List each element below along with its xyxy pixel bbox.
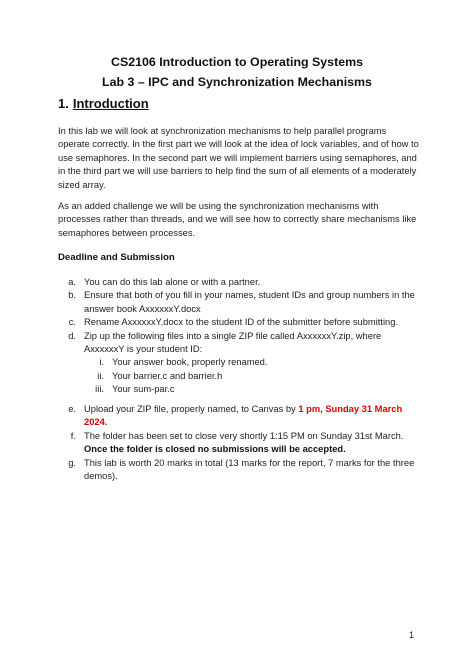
deadline-list-continued xyxy=(58,403,420,483)
list-item-text: Zip up the following files into a single ZIP file called AxxxxxxY.zip, where AxxxxxxY is your student ID: xyxy=(84,330,382,355)
list-item-text: Ensure that both of you fill in your names, student IDs and group numbers in the answer book AxxxxxxY.docx xyxy=(84,290,415,314)
list-marker: b. xyxy=(68,290,76,301)
list-item xyxy=(58,330,420,357)
no-submission-warning: Once the folder is closed no submissions will be accepted. xyxy=(84,444,346,455)
list-item-text: This lab is worth 20 marks in total (13 marks for the report, 7 marks for the three demos). xyxy=(84,457,415,482)
sub-list-item-text: Your barrier.c and barrier.h xyxy=(112,370,223,381)
list-marker: e. xyxy=(68,404,76,414)
list-item xyxy=(58,316,420,329)
course-title: CS2106 Introduction to Operating Systems xyxy=(111,55,363,69)
list-item xyxy=(58,403,420,430)
sub-list-item xyxy=(84,383,420,396)
list-marker: d. xyxy=(68,330,76,341)
document-title xyxy=(0,52,474,92)
intro-paragraph-2: As an added challenge we will be using the synchronization mechanisms with processes rather than threads, and we will see how to correctly share mechanisms like semaphores between processes. xyxy=(58,201,417,238)
list-item-text xyxy=(84,403,420,430)
sub-list-marker: iii. xyxy=(95,384,104,395)
section-number: 1. xyxy=(58,96,69,111)
list-item-text: You can do this lab alone or with a partner. xyxy=(84,277,261,287)
sub-list-marker: ii. xyxy=(97,370,104,381)
list-item-text: Rename AxxxxxxY.docx to the student ID of the submitter before submitting. xyxy=(84,317,399,328)
list-item xyxy=(58,276,420,289)
list-marker: g. xyxy=(68,457,76,468)
deadline-heading: Deadline and Submission xyxy=(58,252,175,263)
sub-list-marker: i. xyxy=(99,357,104,368)
folder-close-note: The folder has been set to close very shortly 1:15 PM on Sunday 31st March. xyxy=(84,430,404,441)
deadline-list xyxy=(58,276,420,397)
list-item xyxy=(58,430,420,457)
sub-list-item-text: Your sum-par.c xyxy=(112,384,175,395)
list-marker: f. xyxy=(70,430,76,441)
sub-list-item-text: Your answer book, properly renamed. xyxy=(112,357,268,368)
list-item-text xyxy=(84,430,420,457)
list-item xyxy=(58,457,420,484)
sub-list-item xyxy=(84,370,420,383)
lab-title: Lab 3 – IPC and Synchronization Mechanisms xyxy=(102,75,372,89)
section-title: Introduction xyxy=(72,96,149,111)
page-number: 1 xyxy=(408,630,414,640)
deadline-date: 1 pm, Sunday 31 March 2024 xyxy=(84,404,403,428)
list-item xyxy=(58,289,420,316)
intro-paragraph-1: In this lab we will look at synchronization mechanisms to help parallel programs operate correctly. In the first part we will look at the idea of lock variables, and of how to use semaphores. In the second part we will implement barriers using semaphores, and in the third part we will use barriers to help find the sum of all elements of a moderately sized array. xyxy=(58,126,419,190)
upload-instruction: Upload your ZIP file, properly named, to Canvas by xyxy=(84,404,299,414)
list-marker: c. xyxy=(68,317,76,328)
section-heading-introduction xyxy=(58,96,149,111)
list-marker: a. xyxy=(68,277,76,287)
sub-list-item xyxy=(84,356,420,369)
deadline-period: . xyxy=(104,417,108,428)
